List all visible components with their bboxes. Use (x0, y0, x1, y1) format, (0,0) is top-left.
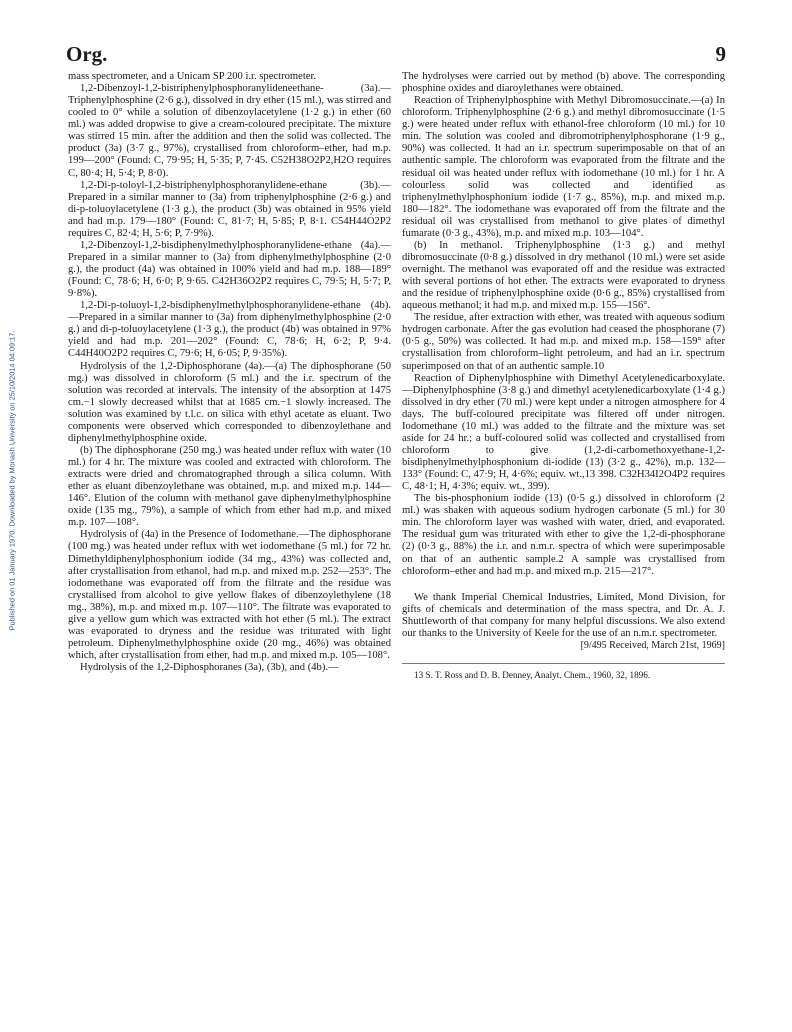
paragraph: (b) The diphosphorane (250 mg.) was heated under reflux with water (10 ml.) for 4 hr. The mixture was cooled and extracted with chloroform. The extracts were dried and chromatographed through a silica column. With ether as eluant dibenzoylethane was obtained, m.p. and mixed m.p. 144—146°. Elution of the column with methanol gave diphenylmethylphosphine oxide (135 mg., 79%), a sample of which from ether had m.p. and mixed m.p. 107—108°. (68, 444, 391, 529)
paragraph: Reaction of Triphenylphosphine with Methyl Dibromosuccinate.—(a) In chloroform. Triphenylphosphine (2·6 g.) and methyl dibromosuccinate (1·5 g.) were heated under reflux with ethanol-free chloroform (10 ml.) for 10 min. The solution was cooled and dibromotriphenylphosphorane (1·9 g., 90%) was collected. It had an i.r. spectrum superimposable on that of an authentic sample. The chloroform was evaporated from the filtrate and the residual oil was heated under reflux with iodomethane (10 ml.) for 1 hr. A colourless solid was collected and identified as triphenylmethylphosphonium iodide (1·7 g., 85%), m.p. and mixed m.p. 180—182°. The iodomethane was evaporated off from the filtrate and the residual oil was crystallised from methanol to give plates of dimethyl fumarate (0·3 g., 43%), m.p. and mixed m.p. 103—104°. (402, 95, 725, 239)
left-column (68, 71, 391, 1021)
paragraph: 1,2-Dibenzoyl-1,2-bisdiphenylmethylphosphoranylidene-ethane (4a).—Prepared in a similar manner to (3a) from diphenylmethylphosphine (2·0 g.), the product (4a) was obtained in 100% yield and had m.p. 188—189° (Found: C, 78·6; H, 6·0; P, 9·65. C42H36O2P2 requires C, 79·5; H, 5·7; P, 9·8%). (68, 239, 391, 300)
received-date: [9/495 Received, March 21st, 1969] (580, 639, 725, 651)
acknowledgements: We thank Imperial Chemical Industries, Limited, Mond Division, for gifts of chemicals and determination of the mass spectra, and Dr. A. J. Shuttleworth of that company for many helpful discussions. We also extend our thanks to the University of Keele for the use of an n.m.r. spectrometer. (402, 591, 725, 639)
paragraph: Hydrolysis of the 1,2-Diphosphoranes (3a), (3b), and (4b).— (80, 662, 339, 674)
download-notice (0, 140, 24, 820)
paragraph: 1,2-Dibenzoyl-1,2-bistriphenylphosphoranylideneethane- (3a).—Triphenylphosphine (2·6 g.), dissolved in dry ether (15 ml.), was stirred and cooled to 0° while a solution of dibenzoylacetylene (1·2 g.) in ether (60 ml.) was added dropwise to give a cream-coloured precipitate. The mixture was stirred 15 min. after the addition and then the solid was collected. The product (3a) (3·7 g., 97%), crystallised from chloroform–ether, had m.p. 199—200° (Found: C, 79·95; H, 5·35; P, 7·45. C52H38O2P2,H2O requires C, 80·4; H, 5·4; P, 8·0). (68, 83, 391, 179)
page-number: 9 (715, 42, 726, 66)
paragraph: Hydrolysis of the 1,2-Diphosphorane (4a).—(a) The diphosphorane (50 mg.) was dissolved in chloroform (5 ml.) and the i.r. spectrum of the solution was recorded at intervals. The intensity of the absorption at 1475 cm.−1 slowly decreased whilst that at 1685 cm.−1 slowly increased. The solution was examined by t.l.c. on silica with ethyl acetate as eluant. Two components were observed which corresponded to dibenzoylethane and diphenylmethylphosphine oxide. (68, 360, 391, 444)
footnote: 13 S. T. Ross and D. B. Denney, Analyt. Chem., 1960, 32, 1896. (414, 670, 651, 681)
journal-section-header: Org. (66, 42, 108, 66)
paragraph: (b) In methanol. Triphenylphosphine (1·3 g.) and methyl dibromosuccinate (0·8 g.) dissolved in dry methanol (10 ml.) were set aside overnight. The methanol was evaporated off and the residue was extracted with several portions of hot ether. The extracts were evaporated to dryness and the residue of triphenylphosphine oxide (0·6 g., 85%) crystallised from aqueous methanol; it had m.p. and mixed m.p. 155—156°. (402, 239, 725, 312)
right-column (402, 71, 725, 1021)
paragraph: The bis-phosphonium iodide (13) (0·5 g.) dissolved in chloroform (2 ml.) was shaken with aqueous sodium hydrogen carbonate (5 ml.) for 30 min. The chloroform layer was washed with water, dried, and evaporated. The residual gum was triturated with ether to give the 1,2-di-phosphorane (2) (0·3 g., 88%) the i.r. and n.m.r. spectra of which were superimposable on that of an authentic sample.2 A sample was crystallised from chloroform–ether and had m.p. and mixed m.p. 215—217°. (402, 493, 725, 577)
section-spacer (402, 578, 725, 592)
paragraph: 1,2-Di-p-toloyl-1,2-bistriphenylphosphoranylidene-ethane (3b).—Prepared in a similar manner to (3a) from triphenylphosphine (2·6 g.) and di-p-toluoylacetylene (1·3 g.), the product (3b) was obtained in 95% yield and had m.p. 179—180° (Found: C, 81·7; H, 5·85; P, 8·1. C54H44O2P2 requires C, 82·4; H, 5·6; P, 7·9%). (68, 179, 391, 239)
footnote-divider (402, 663, 725, 664)
paragraph: The hydrolyses were carried out by method (b) above. The corresponding phosphine oxides and diaroylethanes were obtained. (402, 71, 725, 95)
paragraph: Reaction of Diphenylphosphine with Dimethyl Acetylenedicarboxylate.—Diphenylphosphine (3·8 g.) and dimethyl acetylenedicarboxylate (1·4 g.) dissolved in dry ether (70 ml.) were kept under a nitrogen atmosphere for 4 days. The buff-coloured precipitate was filtered off under nitrogen. Iodomethane (10 ml.) was added to the filtrate and the mixture was set aside for 24 hr.; a buff-coloured solid was collected and crystallised from chloroform to give (1,2-di-carbomethoxyethane-1,2-bisdiphenylmethylphosphonium di-iodide (13) (3·2 g., 42%), m.p. 132—133° (Found: C, 47·9; H, 4·6%; equiv. wt.,13 398. C32H34I2O4P2 requires C, 48·1; H, 4·3%; equiv. wt., 399). (402, 372, 725, 493)
paragraph: Hydrolysis of (4a) in the Presence of Iodomethane.—The diphosphorane (100 mg.) was heated under reflux with wet iodomethane (5 ml.) for 72 hr. Dimethyldiphenylphosphonium iodide (34 mg., 43%) was collected and, after crystallisation from ethanol, had m.p. and mixed m.p. 252—253°. The iodomethane was evaporated off from the filtrate and the residue was crystallised from alcohol to give yellow flakes of dibenzoylethylene (18 mg., 38%), m.p. and mixed m.p. 107—110°. The filtrate was evaporated to give a yellow gum which was extracted with hot ether (5 ml.). The extract was evaporated to dryness and the residue was triturated with light petroleum. Diphenylmethylphosphine oxide (20 mg., 46%) was obtained which, after crystallisation from ether, had m.p. and mixed m.p. 105—108°. (68, 529, 391, 661)
paragraph: mass spectrometer, and a Unicam SP 200 i.r. spectrometer. (68, 71, 317, 82)
download-notice-text[interactable]: Published on 01 January 1970. Downloaded by Monash University on 25/10/2014 04:09:17. (7, 330, 17, 630)
paragraph: The residue, after extraction with ether, was treated with aqueous sodium hydrogen carbonate. After the gas evolution had ceased the phosphorane (7) (0·5 g., 50%) was collected. It had m.p. and mixed m.p. 158—159° after crystallisation from chloroform–light petroleum, and had an i.r. spectrum superimposed on that of an authentic sample.10 (402, 312, 725, 372)
paragraph: 1,2-Di-p-toluoyl-1,2-bisdiphenylmethylphosphoranylidene-ethane (4b).—Prepared in a similar manner to (3a) from diphenylmethylphosphine (2·0 g.) and di-p-toluoylacetylene (1·3 g.), the product (4b) was obtained in 97% yield and had m.p. 201—202° (Found: C, 78·6; H, 6·2; P, 9·4. C44H40O2P2 requires C, 79·6; H, 6·05; P, 9·35%). (68, 300, 391, 360)
